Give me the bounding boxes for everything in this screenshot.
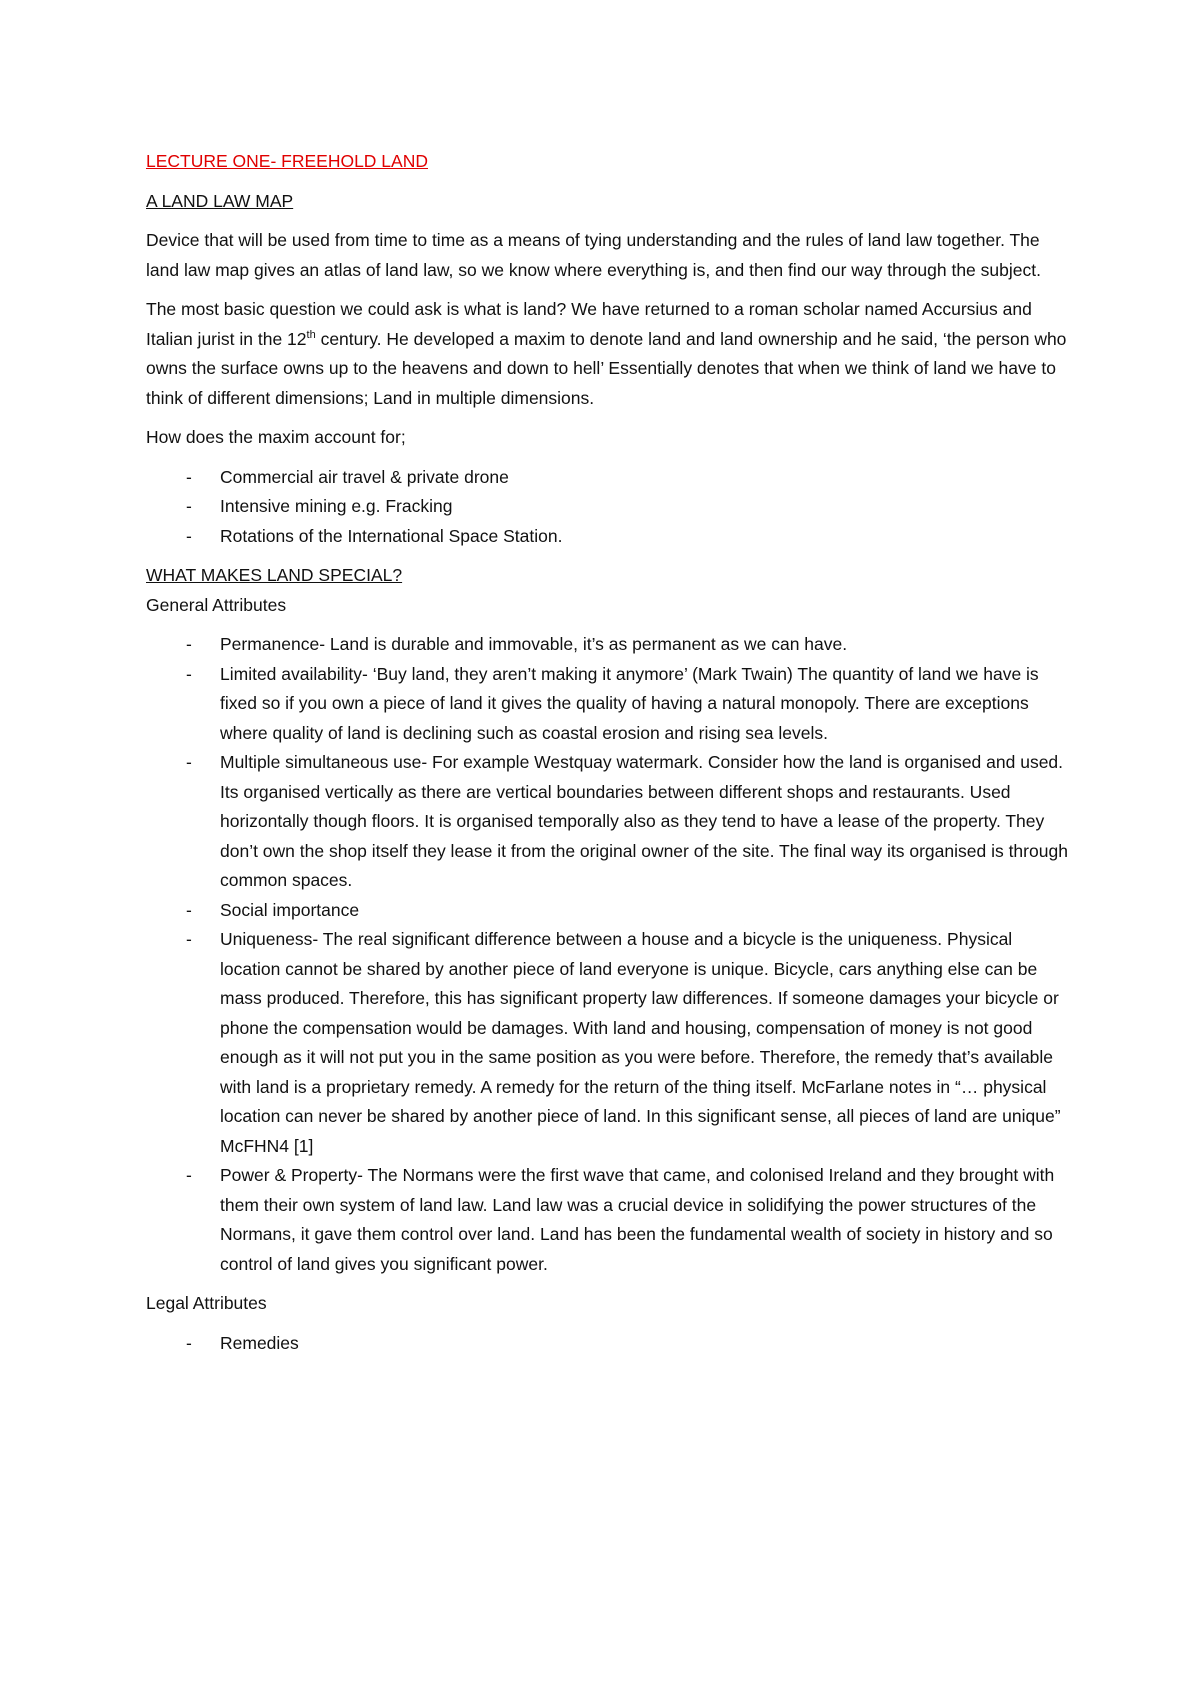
general-attributes-list xyxy=(146,630,1076,1279)
paragraph-basic-question-part-1: The most basic question we could ask is what is land? We have returned to a roman scholar named Accursius and Italian jurist in the 12 xyxy=(146,299,1032,349)
dash-bullet: - xyxy=(186,634,192,654)
list-item-text: Uniqueness- The real significant difference between a house and a bicycle is the uniqueness. Physical location cannot be shared by another piece of land everyone is unique. Bicycle, cars anything else can be mass produced. Therefore, this has significant property law differences. If someone damages your bicycle or phone the compensation would be damages. With land and housing, compensation of money is not good enough as it will not put you in the same position as you were before. Therefore, the remedy that’s available with land is a proprietary remedy. A remedy for the return of the thing itself. McFarlane notes in “… physical location can never be shared by another piece of land. In this significant sense, all pieces of land are unique” McFHN4 [1] xyxy=(220,929,1061,1156)
lecture-title: LECTURE ONE- FREEHOLD LAND xyxy=(146,151,428,171)
dash-bullet: - xyxy=(186,663,192,684)
superscript-th: th xyxy=(306,328,316,341)
list-item-social-importance xyxy=(146,896,1076,926)
dash-bullet: - xyxy=(186,899,192,920)
paragraph-basic-question-part-2: century. He developed a maxim to denote land and land ownership and he said, ‘the person who owns the surface owns up to the heavens and down to hell’ Essentially denotes that when we think of land we have to think of different dimensions; Land in multiple dimensions. xyxy=(146,328,1067,408)
list-item-limited-availability xyxy=(146,660,1076,749)
dash-bullet: - xyxy=(186,1165,192,1185)
list-item-multiple-use xyxy=(146,748,1076,896)
dash-bullet: - xyxy=(186,929,192,949)
maxim-list xyxy=(146,463,1076,552)
list-item xyxy=(146,522,1076,552)
subheading-general-attributes: General Attributes xyxy=(146,594,287,615)
list-item-text: Commercial air travel & private drone xyxy=(220,466,509,487)
list-item-permanence xyxy=(146,630,1076,660)
list-item-text: Limited availability- ‘Buy land, they aren’t making it anymore’ (Mark Twain) The quantity of land we have is fixed so if you own a piece of land it gives the quality of having a natural monopoly. There are exceptions where quality of land is declining such as coastal erosion and rising sea levels. xyxy=(220,663,1039,743)
paragraph-maxim-question: How does the maxim account for; xyxy=(146,427,406,447)
list-item-text: Remedies xyxy=(220,1332,299,1353)
list-item-text: Intensive mining e.g. Fracking xyxy=(220,496,453,516)
list-item xyxy=(146,492,1076,522)
section-heading-land-law-map: A LAND LAW MAP xyxy=(146,190,294,211)
subheading-legal-attributes: Legal Attributes xyxy=(146,1293,267,1313)
document-body xyxy=(146,147,1076,1368)
list-item-text: Permanence- Land is durable and immovable, it’s as permanent as we can have. xyxy=(220,634,848,654)
paragraph-basic-question xyxy=(146,295,1076,413)
legal-attributes-list xyxy=(146,1329,1076,1359)
list-item-power-property xyxy=(146,1161,1076,1279)
dash-bullet: - xyxy=(186,466,192,487)
list-item xyxy=(146,463,1076,493)
list-item-text: Social importance xyxy=(220,899,360,920)
paragraph-device: Device that will be used from time to time as a means of tying understanding and the rules of land law together. The land law map gives an atlas of land law, so we know where everything is, and then find our way through the subject. xyxy=(146,230,1041,280)
dash-bullet: - xyxy=(186,1332,192,1353)
list-item-text: Rotations of the International Space Station. xyxy=(220,525,563,546)
list-item-uniqueness xyxy=(146,925,1076,1161)
list-item-remedies xyxy=(146,1329,1076,1359)
list-item-text: Power & Property- The Normans were the first wave that came, and colonised Ireland and they brought with them their own system of land law. Land law was a crucial device in solidifying the power structures of the Normans, it gave them control over land. Land has been the fundamental wealth of society in history and so control of land gives you significant power. xyxy=(220,1165,1055,1274)
dash-bullet: - xyxy=(186,496,192,516)
list-item-text: Multiple simultaneous use- For example Westquay watermark. Consider how the land is organised and used. Its organised vertically as there are vertical boundaries between different shops and restaurants. Used horizontally though floors. It is organised temporally also as they tend to have a lease of the property. They don’t own the shop itself they lease it from the original owner of the site. The final way its organised is through common spaces. xyxy=(220,752,1068,890)
dash-bullet: - xyxy=(186,525,192,546)
section-heading-what-makes-land-special: WHAT MAKES LAND SPECIAL? xyxy=(146,565,403,585)
dash-bullet: - xyxy=(186,752,192,772)
